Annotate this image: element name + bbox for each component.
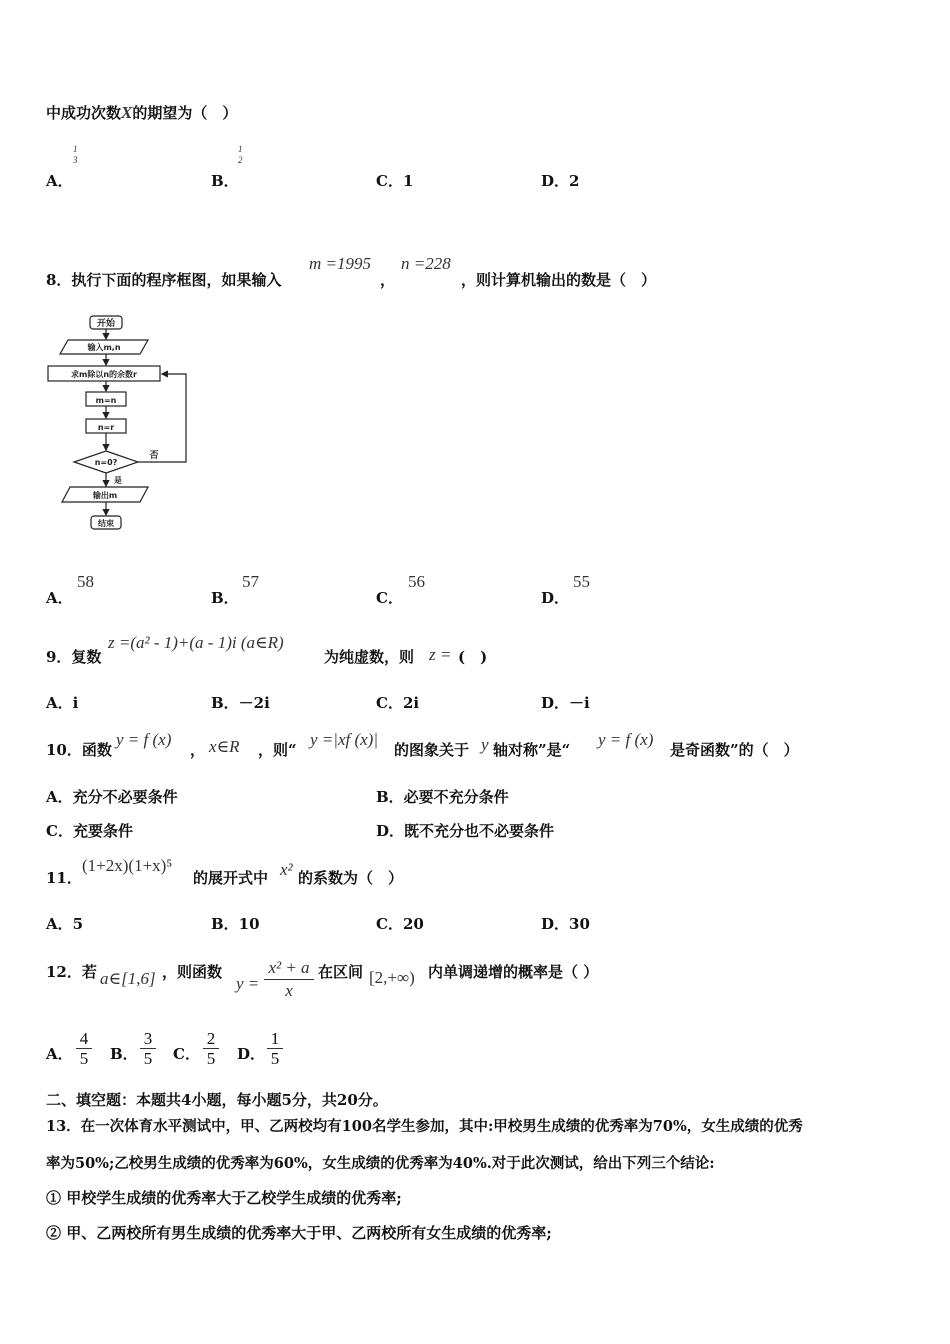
- q8-option-a-value: 58: [77, 572, 94, 591]
- q9-option-d: D．－i: [541, 694, 590, 712]
- q10-option-c: C．充要条件: [46, 822, 133, 840]
- q10-text-1: ，则“: [258, 741, 297, 759]
- q8-stem-end: ，则计算机输出的数是（ ）: [461, 271, 657, 289]
- q12-text-3: 内单调递增的概率是（ ）: [428, 963, 599, 981]
- q12-option-c-frac: $\frac{2}{5}$: [203, 1029, 219, 1069]
- q8-n-value: n =228: [401, 254, 451, 273]
- q11-number: 11．: [46, 869, 82, 887]
- q13-conclusion-2: ② 甲、乙两校所有男生成绩的优秀率大于甲、乙两校所有女生成绩的优秀率;: [46, 1224, 552, 1242]
- q10-domain: x∈R: [209, 737, 240, 756]
- q7-option-a: A．: [46, 172, 73, 190]
- q7-option-c: C．1: [376, 172, 414, 190]
- q11-option-a: A．5: [46, 915, 84, 933]
- q10-y: y: [481, 735, 489, 754]
- q9-end: ( ): [458, 648, 488, 666]
- q12-fraction: [264, 957, 314, 1002]
- q12-y-eq: y =: [236, 974, 260, 993]
- q9-option-c: C．2i: [376, 694, 420, 712]
- q9-middle: 为纯虚数，则: [324, 648, 415, 666]
- q12-option-b-frac: $\frac{3}{5}$: [140, 1029, 156, 1069]
- q9-z: z =: [429, 645, 452, 664]
- q12-a-range: a∈[1,6]: [100, 969, 156, 988]
- q8-option-b-label: B．: [211, 589, 239, 607]
- q10-text-4: 是奇函数”的（ ）: [670, 741, 799, 759]
- flow-condition-label: n=0?: [94, 458, 118, 467]
- q10-text-2: 的图象关于: [394, 741, 470, 759]
- q10-option-a: A．充分不必要条件: [46, 788, 178, 806]
- q8-option-d-label: D．: [541, 589, 570, 607]
- q11-option-b: B．10: [211, 915, 260, 933]
- q8-flowchart: [44, 312, 194, 534]
- flow-assign-m-label: m=n: [95, 396, 117, 405]
- q10-option-d: D．既不充分也不必要条件: [376, 822, 555, 840]
- q12-option-c-label: C．: [173, 1045, 200, 1063]
- q12-text-2: 在区间: [318, 963, 364, 981]
- q7-var: X: [121, 103, 133, 122]
- q8-comma: ，: [380, 271, 396, 289]
- q12-text-1: ，则函数: [162, 963, 223, 981]
- q13-line-2: 率为50%;乙校男生成绩的优秀率为60%，女生成绩的优秀率为40%.对于此次测试，给出下列三个结论:: [46, 1155, 715, 1172]
- q11-text-1: 的展开式中: [193, 869, 269, 887]
- q12-option-a-label: A．: [46, 1045, 73, 1063]
- flow-no-label: 否: [149, 451, 159, 461]
- q7-option-d: D．2: [541, 172, 580, 190]
- q10-function-2: y =|xf (x)|: [310, 730, 378, 749]
- flow-output-label: 输出m: [92, 491, 118, 500]
- q12-number: 12．若: [46, 963, 97, 981]
- flow-input-label: 输入m,n: [87, 343, 121, 352]
- q8-option-d-value: 55: [573, 572, 590, 591]
- q8-option-c-label: C．: [376, 589, 403, 607]
- q12-option-b-label: B．: [110, 1045, 138, 1063]
- q7-stem: 中成功次数X的期望为（ ）: [46, 103, 238, 122]
- q7-option-b-frac: 1 2: [238, 144, 243, 165]
- q11-x-squared: x²: [280, 860, 293, 879]
- flow-start-label: 开始: [96, 319, 116, 329]
- q8-stem: 8．执行下面的程序框图，如果输入: [46, 271, 282, 289]
- q10-text-3: 轴对称”是“: [493, 741, 571, 759]
- q12-option-d-frac: $\frac{1}{5}$: [267, 1029, 283, 1069]
- q10-number: 10．函数: [46, 741, 112, 759]
- q10-function-1: y = f (x): [116, 730, 172, 749]
- q10-comma: ，: [190, 741, 206, 759]
- q11-text-2: 的系数为（ ）: [298, 869, 404, 887]
- q7-option-a-frac: 1 3: [73, 144, 78, 165]
- q11-option-c: C．20: [376, 915, 424, 933]
- q9-expression: z =(a² - 1)+(a - 1)i (a∈R): [108, 633, 284, 652]
- q8-option-b-value: 57: [242, 572, 259, 591]
- q12-option-d-label: D．: [237, 1045, 266, 1063]
- q12-fraction-denominator: x: [285, 981, 293, 1000]
- q13-conclusion-1: ① 甲校学生成绩的优秀率大于乙校学生成绩的优秀率;: [46, 1189, 402, 1207]
- q12-interval: [2,+∞): [369, 968, 415, 987]
- q8-option-a-label: A．: [46, 589, 73, 607]
- q11-option-d: D．30: [541, 915, 590, 933]
- flow-remainder-label: 求m除以n的余数r: [71, 370, 137, 379]
- q9-option-b: B．－2i: [211, 694, 270, 712]
- q11-expression: (1+2x)(1+x)⁵: [82, 856, 173, 875]
- q10-option-b: B．必要不充分条件: [376, 788, 509, 806]
- q8-option-c-value: 56: [408, 572, 425, 591]
- flow-assign-n-label: n=r: [97, 423, 115, 432]
- q8-m-value: m =1995: [309, 254, 371, 273]
- q7-option-b: B．: [211, 172, 239, 190]
- section-2-heading: 二、填空题：本题共4小题，每小题5分，共20分。: [46, 1091, 388, 1109]
- flow-end-label: 结束: [98, 519, 114, 528]
- q13-line-1: 13．在一次体育水平测试中，甲、乙两校均有100名学生参加，其中:甲校男生成绩的优秀率为70%，女生成绩的优秀: [46, 1118, 803, 1135]
- q10-function-3: y = f (x): [598, 730, 654, 749]
- q9-option-a: A．i: [46, 694, 79, 712]
- q9-number: 9．复数: [46, 648, 102, 666]
- q12-option-a-frac: $\frac{4}{5}$: [76, 1029, 92, 1069]
- q12-fraction-numerator: x² + a: [264, 957, 314, 980]
- flow-yes-label: 是: [114, 476, 122, 485]
